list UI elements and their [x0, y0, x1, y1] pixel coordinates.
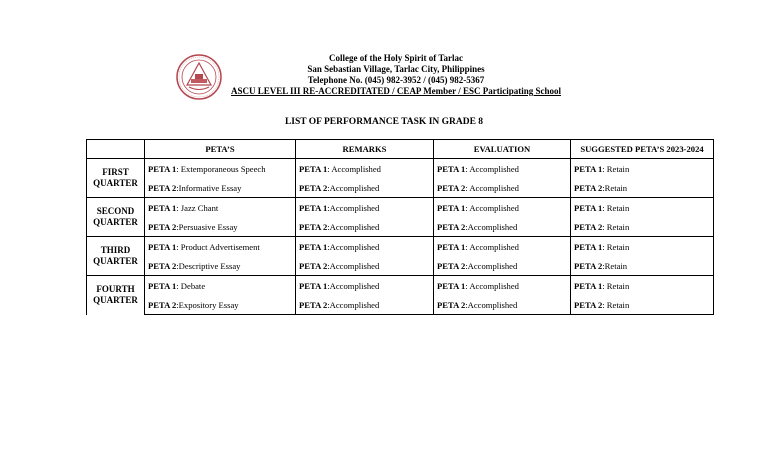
quarter-word: QUARTER: [93, 217, 138, 227]
evaluation-cell: PETA 1: Accomplished: [434, 159, 571, 179]
letterhead: [226, 53, 566, 97]
suggested-cell: PETA 2: Retain: [571, 295, 714, 315]
peta-cell: PETA 1: Product Advertisement: [145, 237, 296, 257]
column-header-evaluation: EVALUATION: [434, 140, 571, 159]
quarter-label: [87, 198, 145, 237]
quarter-word: QUARTER: [93, 178, 138, 188]
table-row: [87, 198, 714, 218]
evaluation-cell: PETA 1: Accomplished: [434, 198, 571, 218]
table-row: [87, 159, 714, 179]
suggested-cell: PETA 1: Retain: [571, 198, 714, 218]
college-telephone: Telephone No. (045) 982-3952 / (045) 982-5367: [307, 75, 485, 85]
quarter-label: [87, 159, 145, 198]
quarter-ordinal: SECOND: [96, 206, 135, 216]
remarks-cell: PETA 2:Accomplished: [296, 295, 434, 315]
column-header-remarks: REMARKS: [296, 140, 434, 159]
suggested-cell: PETA 2:Retain: [571, 256, 714, 276]
suggested-cell: PETA 2:Retain: [571, 178, 714, 198]
accreditation-line: ASCU LEVEL III RE-ACCREDITATED / CEAP Member / ESC Participating School: [230, 86, 562, 96]
suggested-cell: PETA 1: Retain: [571, 159, 714, 179]
college-name: College of the Holy Spirit of Tarlac: [329, 53, 463, 63]
performance-task-table: [86, 139, 714, 315]
evaluation-cell: PETA 2: Accomplished: [434, 178, 571, 198]
remarks-cell: PETA 2:Accomplished: [296, 256, 434, 276]
college-address: San Sebastian Village, Tarlac City, Philippines: [307, 64, 485, 74]
remarks-cell: PETA 1:Accomplished: [296, 237, 434, 257]
remarks-cell: PETA 1:Accomplished: [296, 198, 434, 218]
table-row: [87, 295, 714, 315]
peta-cell: PETA 1: Jazz Chant: [145, 198, 296, 218]
quarter-word: QUARTER: [93, 295, 138, 306]
column-header-quarter: [87, 140, 145, 159]
column-header-suggested: SUGGESTED PETA’S 2023-2024: [571, 140, 714, 159]
table-row: [87, 237, 714, 257]
remarks-cell: PETA 1:Accomplished: [296, 276, 434, 296]
table-row: [87, 217, 714, 237]
college-seal-logo: [176, 54, 222, 100]
suggested-cell: PETA 2: Retain: [571, 217, 714, 237]
remarks-cell: PETA 2:Accomplished: [296, 178, 434, 198]
quarter-ordinal: FIRST: [102, 167, 129, 177]
quarter-ordinal: FOURTH: [96, 284, 135, 295]
evaluation-cell: PETA 1: Accomplished: [434, 276, 571, 296]
evaluation-cell: PETA 2:Accomplished: [434, 217, 571, 237]
table-row: [87, 256, 714, 276]
quarter-label: [87, 276, 145, 315]
peta-cell: PETA 2:Informative Essay: [145, 178, 296, 198]
quarter-ordinal: THIRD: [100, 245, 131, 255]
peta-cell: PETA 2:Descriptive Essay: [145, 256, 296, 276]
evaluation-cell: PETA 1: Accomplished: [434, 237, 571, 257]
evaluation-cell: PETA 2:Accomplished: [434, 295, 571, 315]
remarks-cell: PETA 1: Accomplished: [296, 159, 434, 179]
table-row: [87, 276, 714, 296]
suggested-cell: PETA 1: Retain: [571, 276, 714, 296]
table-row: [87, 178, 714, 198]
peta-cell: PETA 1: Extemporaneous Speech: [145, 159, 296, 179]
quarter-word: QUARTER: [93, 256, 138, 266]
remarks-cell: PETA 2:Accomplished: [296, 217, 434, 237]
column-header-petas: PETA’S: [145, 140, 296, 159]
peta-cell: PETA 2:Expository Essay: [145, 295, 296, 315]
peta-cell: PETA 1: Debate: [145, 276, 296, 296]
suggested-cell: PETA 1: Retain: [571, 237, 714, 257]
document-title: LIST OF PERFORMANCE TASK IN GRADE 8: [284, 117, 484, 127]
evaluation-cell: PETA 2:Accomplished: [434, 256, 571, 276]
peta-cell: PETA 2:Persuasive Essay: [145, 217, 296, 237]
table-header-row: [87, 140, 714, 159]
quarter-label: [87, 237, 145, 276]
